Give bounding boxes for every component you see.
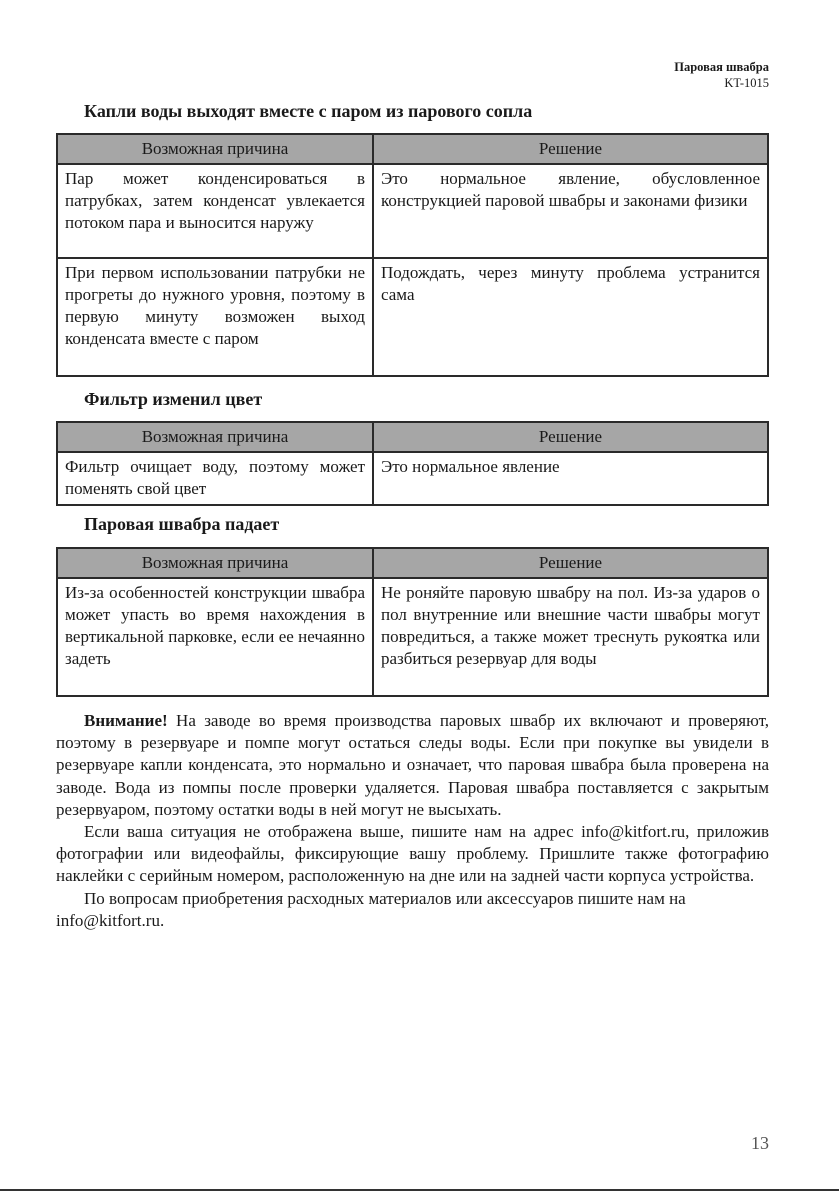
solution-cell: Это нормальное явление, обусловленное конструкцией паровой швабры и законами физики	[373, 164, 768, 258]
bottom-divider	[0, 1189, 839, 1191]
section-title: Фильтр изменил цвет	[84, 389, 263, 409]
section-title: Паровая швабра падает	[84, 514, 280, 534]
notice-text: На заводе во время производства паровых швабр их включают и проверяют, поэтому в резервуаре и помпе могут остаться следы воды. Если при покупке вы увидели в резервуаре капли конденсата, это нормально и означает, что паровая швабра была проверена на заводе. Вода из помпы после проверки удаляется. Паровая швабра поставляется с закрытым резервуаром, поэтому остатки воды в ней могут не высыхать.	[56, 711, 769, 819]
troubleshooting-table	[56, 133, 769, 377]
table-header-row	[57, 422, 768, 452]
notice-paragraph	[56, 710, 769, 821]
header-model: KT-1015	[724, 76, 769, 90]
column-header-solution: Решение	[373, 134, 768, 164]
body-text	[56, 710, 769, 932]
column-header-cause: Возможная причина	[57, 548, 373, 578]
solution-cell: Не роняйте паровую швабру на пол. Из-за ударов о пол внутренние или внешние части швабры могут повредиться, а также может треснуть рукоятка или разбиться резервуар для воды	[373, 578, 768, 696]
troubleshooting-table	[56, 421, 769, 506]
notice-label: Внимание!	[84, 711, 168, 730]
paragraph: По вопросам приобретения расходных материалов или аксессуаров пишите нам на info@kitfort.ru.	[56, 888, 686, 930]
table-header-row	[57, 134, 768, 164]
column-header-cause: Возможная причина	[57, 422, 373, 452]
table-row	[57, 452, 768, 505]
cause-cell: Пар может конденсироваться в патрубках, затем конденсат увлекается потоком пара и выносится наружу	[57, 164, 373, 258]
header-title: Паровая швабра	[674, 60, 769, 74]
cause-cell: Фильтр очищает воду, поэтому может поменять свой цвет	[57, 452, 373, 505]
solution-cell: Подождать, через минуту проблема устранится сама	[373, 258, 768, 376]
column-header-solution: Решение	[373, 548, 768, 578]
troubleshooting-table	[56, 547, 769, 697]
column-header-cause: Возможная причина	[57, 134, 373, 164]
cause-cell: Из-за особенностей конструкции швабра может упасть во время нахождения в вертикальной парковке, если ее нечаянно задеть	[57, 578, 373, 696]
cause-cell: При первом использовании патрубки не прогреты до нужного уровня, поэтому в первую минуту возможен выход конденсата вместе с паром	[57, 258, 373, 376]
column-header-solution: Решение	[373, 422, 768, 452]
table-row	[57, 258, 768, 376]
solution-cell: Это нормальное явление	[373, 452, 768, 505]
page-number: 13	[751, 1133, 769, 1153]
table-row	[57, 164, 768, 258]
table-row	[57, 578, 768, 696]
section-title: Капли воды выходят вместе с паром из парового сопла	[84, 101, 533, 121]
table-header-row	[57, 548, 768, 578]
paragraph: Если ваша ситуация не отображена выше, пишите нам на адрес info@kitfort.ru, приложив фотографии или видеофайлы, фиксирующие вашу проблему. Пришлите также фотографию наклейки с серийным номером, расположенную на дне или на задней части корпуса устройства.	[56, 822, 769, 886]
